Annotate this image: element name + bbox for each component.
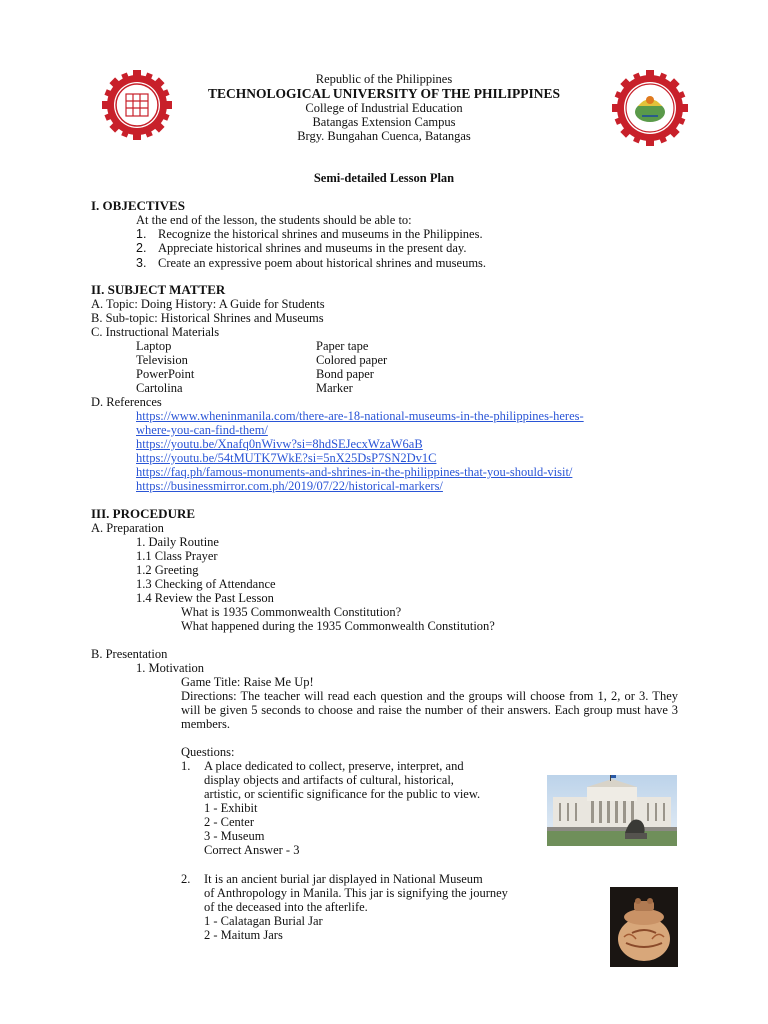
question-text: display objects and artifacts of cultural, historical, [204,773,454,787]
review-question: What happened during the 1935 Commonwealth Constitution? [181,619,495,633]
question-text: of Anthropology in Manila. This jar is signifying the journey [204,886,508,900]
routine-item: 1.2 Greeting [136,563,199,577]
objective-item: 1. Recognize the historical shrines and museums in the Philippines. [136,227,483,241]
material-item: Marker [316,381,353,395]
materials-label: C. Instructional Materials [91,325,220,339]
correct-answer: Correct Answer - 3 [204,843,300,857]
header-republic: Republic of the Philippines [315,72,453,86]
routine-item: 1.3 Checking of Attendance [136,577,276,591]
game-directions: Directions: The teacher will read each question and the groups will choose from 1, 2, or 3. They will be given 5 seconds to choose and raise the number of their answers. Each group must have 3 members. [181,689,678,731]
subject-matter-heading: II. SUBJECT MATTER [91,282,226,297]
topic-line: A. Topic: Doing History: A Guide for Students [91,297,325,311]
routine-item: 1.1 Class Prayer [136,549,218,563]
reference-link[interactable]: https://www.wheninmanila.com/there-are-18-national-museums-in-the-philippines-heres- [136,409,584,423]
objective-item: 3. Create an expressive poem about historical shrines and museums. [136,256,487,270]
material-item: PowerPoint [136,367,195,381]
question-text: of the deceased into the afterlife. [204,900,368,914]
reference-link[interactable]: https://youtu.be/54tMUTK7WkE?si=5nX25DsP7SN2Dv1C [136,451,437,465]
motivation-label: 1. Motivation [136,661,205,675]
material-item: Paper tape [316,339,369,353]
references-label: D. References [91,395,162,409]
questions-label: Questions: [181,745,235,759]
document-title: Semi-detailed Lesson Plan [313,171,455,185]
answer-option: 3 - Museum [204,829,265,843]
header-campus: Batangas Extension Campus [312,115,456,129]
answer-option: 1 - Calatagan Burial Jar [204,914,323,928]
header-address: Brgy. Bungahan Cuenca, Batangas [297,129,471,143]
material-item: Television [136,353,188,367]
question-text: It is an ancient burial jar displayed in National Museum [204,872,483,886]
presentation-label: B. Presentation [91,647,168,661]
answer-option: 2 - Center [204,815,254,829]
reference-link[interactable]: https://faq.ph/famous-monuments-and-shrines-in-the-philippines-that-you-should-visit/ [136,465,573,479]
review-question: What is 1935 Commonwealth Constitution? [181,605,402,619]
material-item: Bond paper [316,367,374,381]
daily-routine-label: 1. Daily Routine [136,535,219,549]
header-university: TECHNOLOGICAL UNIVERSITY OF THE PHILIPPINES [207,86,561,101]
answer-option: 1 - Exhibit [204,801,258,815]
header-college: College of Industrial Education [305,101,463,115]
material-item: Laptop [136,339,172,353]
answer-option: 2 - Maitum Jars [204,928,283,942]
objective-item: 2. Appreciate historical shrines and museums in the present day. [136,241,467,255]
material-item: Colored paper [316,353,388,367]
preparation-label: A. Preparation [91,521,164,535]
national-museum-building-photo [547,775,677,846]
objectives-intro: At the end of the lesson, the students should be able to: [136,213,412,227]
question-text: artistic, or scientific significance for the public to view. [204,787,481,801]
subtopic-line: B. Sub-topic: Historical Shrines and Museums [91,311,324,325]
manunggul-burial-jar-photo [610,887,678,967]
reference-link[interactable]: where-you-can-find-them/ [136,423,268,437]
question-text: A place dedicated to collect, preserve, interpret, and [204,759,464,773]
game-title: Game Title: Raise Me Up! [181,675,314,689]
reference-link[interactable]: https://youtu.be/Xnafq0nWivw?si=8hdSEJecxWzaW6aB [136,437,423,451]
question-number: 2. [181,872,191,886]
routine-item: 1.4 Review the Past Lesson [136,591,274,605]
procedure-heading: III. PROCEDURE [91,506,196,521]
reference-link[interactable]: https://businessmirror.com.ph/2019/07/22/historical-markers/ [136,479,443,493]
objectives-heading: I. OBJECTIVES [91,198,185,213]
question-number: 1. [181,759,191,773]
material-item: Cartolina [136,381,183,395]
